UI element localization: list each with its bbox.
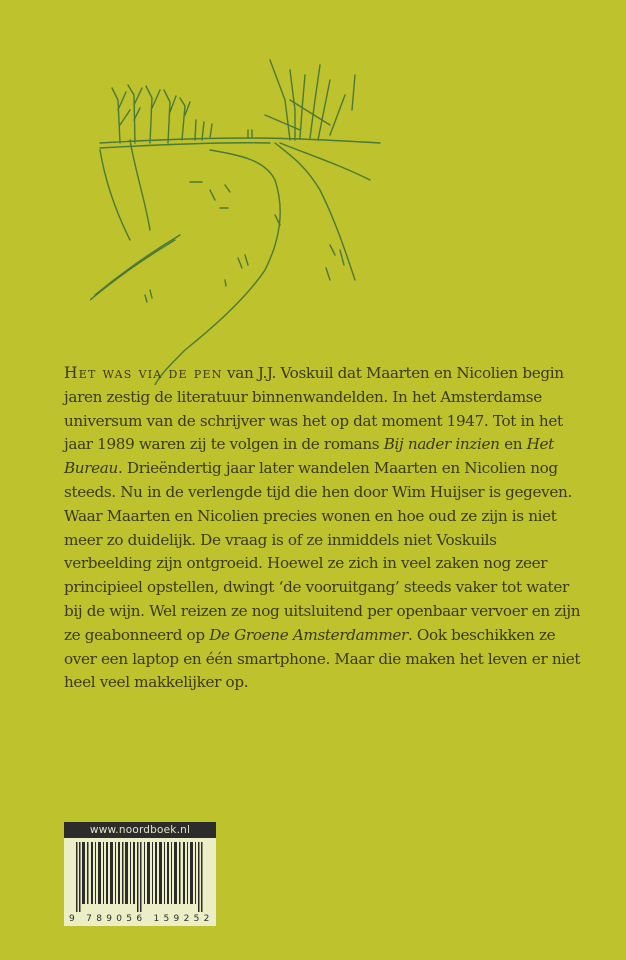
blurb-lead: Het was via de pen (64, 364, 223, 382)
sketch-illustration (90, 40, 430, 385)
blurb-part-1: van J.J. Voskuil dat Maarten en Nicolien begin jaren zestig de literatuur binnenwandelden. In het Amsterdamse universum van de schrijver was het op dat moment 1947. Tot in het jaar 1989 waren zij te volgen in de romans (64, 364, 564, 454)
blurb-part-2: en (499, 435, 527, 454)
book-title-het-bureau: Het Bureau (64, 435, 554, 478)
blurb-part-3: . Drieëndertig jaar later wandelen Maarten en Nicolien nog steeds. Nu in de verlengde tijd die hen door Wim Huijser is gegeven. Waar Maarten en Nicolien precies wonen en hoe oud ze zijn is niet meer zo duidelijk. De vraag is of ze inmiddels niet Voskuils verbeelding zijn ontgroeid. Hoewel ze zich in veel zaken nog zeer principieel opstellen, dwingt ‘de vooruitgang’ steeds vaker tot water bij de wijn. Wel reizen ze nog uitsluitend per openbaar vervoer en zijn ze geabonneerd op (64, 459, 581, 644)
isbn-barcode (64, 822, 216, 926)
book-title-bij-nader-inzien: Bij nader inzien (383, 435, 500, 454)
barcode-bars (72, 842, 208, 912)
magazine-title: De Groene Amsterdammer (209, 625, 408, 644)
isbn-digits: 9 789056 159252 (69, 914, 214, 924)
blurb-part-4: . Ook beschikken ze over een laptop en één smartphone. Maar die maken het leven er niet heel veel makkelijker op. (64, 625, 581, 692)
publisher-url: www.noordboek.nl (64, 822, 216, 838)
blurb-text (64, 362, 584, 695)
